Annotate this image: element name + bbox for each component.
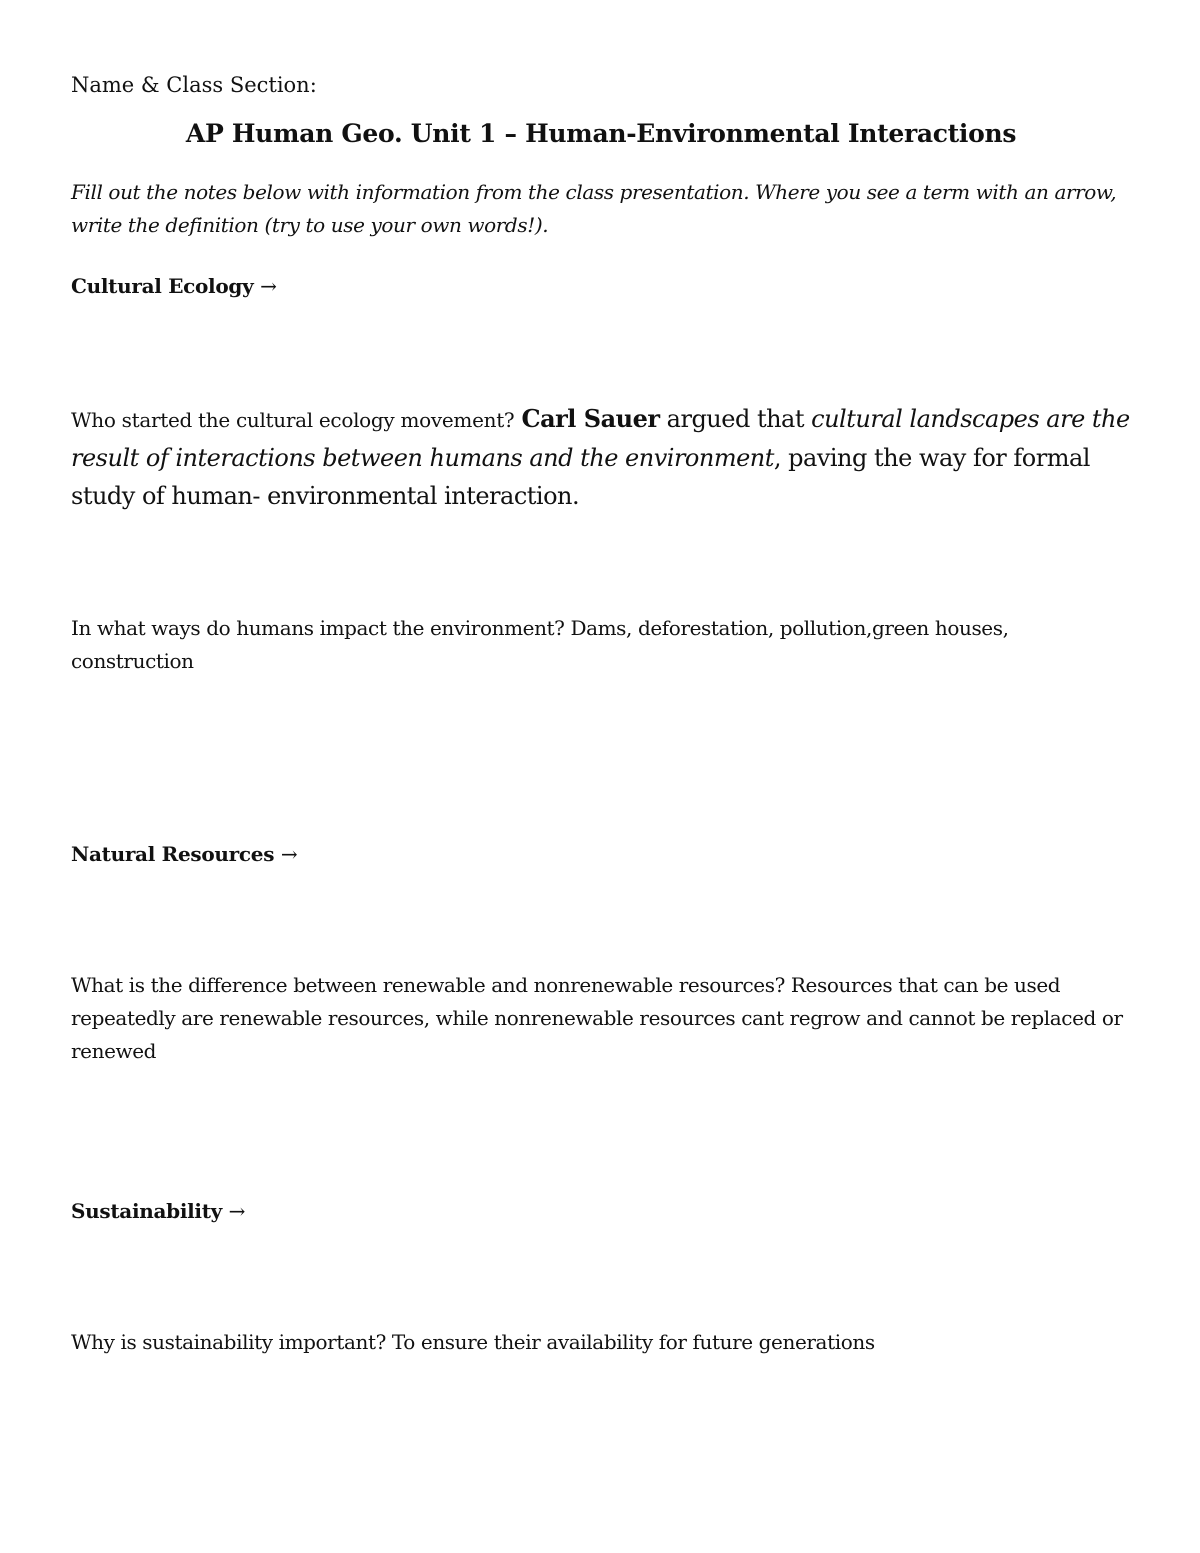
question-cultural-ecology-founder: [71, 400, 1131, 515]
term-natural-resources: [71, 839, 1131, 869]
term-label: Natural Resources: [71, 842, 275, 866]
question-renewable-vs-nonrenewable: What is the difference between renewable and nonrenewable resources? Resources that can be used repeatedly are renewable resources, while nonrenewable resources cant regrow and cannot be replaced or renewed: [71, 973, 1123, 1063]
arrow-right-icon: →: [260, 274, 277, 298]
term-cultural-ecology: [71, 271, 1131, 301]
arrow-right-icon: →: [228, 1199, 246, 1223]
question-human-impact: In what ways do humans impact the environment? Dams, deforestation, pollution,green houses, construction: [71, 616, 1009, 673]
question-sustainability-importance: Why is sustainability important? To ensure their availability for future generations: [71, 1330, 875, 1354]
question-text: Who started the cultural ecology movement?: [71, 408, 515, 432]
answer-name: Carl Sauer: [521, 404, 660, 433]
arrow-right-icon: →: [280, 842, 298, 866]
answer-italic-claim: cultural landscapes are the result of interactions between humans and the environment: [71, 405, 1130, 472]
answer-text: argued that: [666, 405, 805, 433]
term-sustainability: [71, 1196, 1131, 1226]
page-title: AP Human Geo. Unit 1 – Human-Environmental Interactions: [185, 119, 1017, 148]
answer-text-rest: , paving the way for formal study of human- environmental interaction.: [71, 444, 1090, 510]
name-class-section-label: Name & Class Section:: [71, 73, 317, 97]
term-label: Cultural Ecology: [71, 274, 254, 298]
term-label: Sustainability: [71, 1199, 222, 1223]
instructions: Fill out the notes below with information from the class presentation. Where you see a term with an arrow, write the definition (try to use your own words!).: [71, 180, 1117, 237]
